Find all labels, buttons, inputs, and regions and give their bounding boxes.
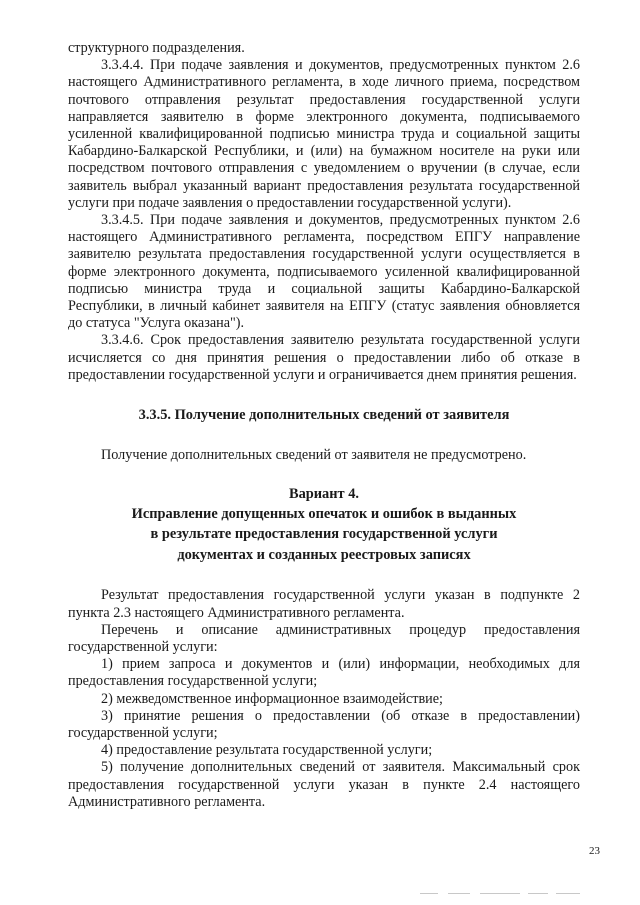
page-number: 23 [589,845,600,857]
variant-title: Вариант 4. [288,485,360,502]
variant-subtitle-line-3: документах и созданных реестровых записях [177,546,471,563]
scan-artifact-lines [420,893,580,895]
paragraph-3-3-4-5: 3.3.4.5. При подаче заявления и документов, предусмотренных пунктом 2.6 настоящего Административного регламента, посредством ЕПГУ направление заявителю результата предоставления государственной услуги осуществляется в форме электронного документа, подписываемого усиленной квалифицированной подписью министра труда и социальной защиты Кабардино-Балкарской Республики, в личный кабинет заявителя на ЕПГУ (статус заявления обновляется до статуса "Услуга оказана"). [68,212,580,332]
paragraph-result: Результат предоставления государственной услуги указан в подпункте 2 пункта 2.3 настоящего Административного регламента. [68,587,580,621]
procedure-item-2: 2) межведомственное информационное взаимодействие; [101,690,443,707]
procedure-item-3: 3) принятие решения о предоставлении (об отказе в предоставлении) государственной услуги; [68,707,580,741]
paragraph-3-3-4-4: 3.3.4.4. При подаче заявления и документов, предусмотренных пунктом 2.6 настоящего Административного регламента, в ходе личного приема, посредством почтового отправления результат предоставления государственной услуги направляется заявителю в форме электронного документа, подписываемого усиленной квалифицированной подписью министра труда и социальной защиты Кабардино-Балкарской Республики, и (или) на бумажном носителе на руки или посредством почтового отправления с уведомлением о вручении (в случае, если заявитель выбрал указанный вариант предоставления результата государственной услуги при подаче заявления о предоставлении государственной услуги). [68,57,580,211]
variant-heading-block [68,486,580,565]
variant-subtitle-line-2: в результате предоставления государственной услуги [150,526,498,543]
section-3-3-5-body: Получение дополнительных сведений от заявителя не предусмотрено. [101,447,527,464]
paragraph-continuation: структурного подразделения. [68,40,245,56]
procedure-item-4: 4) предоставление результата государственной услуги; [101,742,433,759]
variant-subtitle-line-1: Исправление допущенных опечаток и ошибок в выданных [131,506,517,523]
document-page [68,40,580,811]
paragraph-procedures-intro: Перечень и описание административных процедур предоставления государственной услуги: [68,621,580,655]
procedure-item-5: 5) получение дополнительных сведений от заявителя. Максимальный срок предоставления государственной услуги указан в пункте 2.4 настоящего Административного регламента. [68,759,580,810]
section-3-3-5-heading: 3.3.5. Получение дополнительных сведений от заявителя [138,407,510,424]
paragraph-3-3-4-6: 3.3.4.6. Срок предоставления заявителю результата государственной услуги исчисляется со дня принятия решения о предоставлении либо об отказе в предоставлении государственной услуги и ограничивается днем принятия решения. [68,332,580,383]
procedure-item-1: 1) прием запроса и документов и (или) информации, необходимых для предоставления государственной услуги; [68,656,580,690]
